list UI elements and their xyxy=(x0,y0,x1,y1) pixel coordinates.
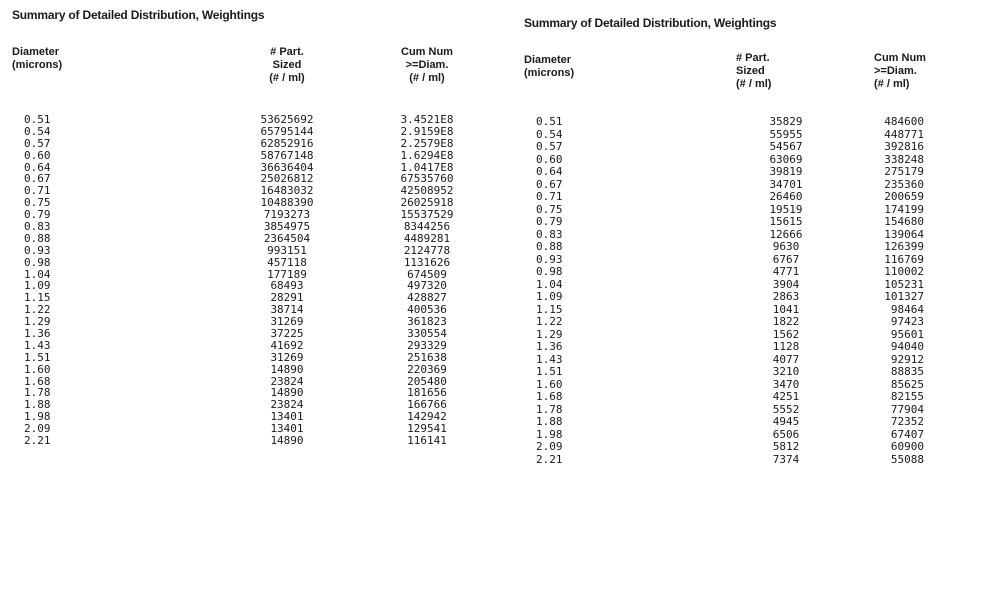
cumulative-number-cell: 293329 xyxy=(407,338,447,352)
cumulative-number-cell: 200659 xyxy=(884,190,924,203)
particles-sized-cell: 14890 xyxy=(270,386,304,400)
diameter-cell: 0.57 xyxy=(536,140,563,153)
particles-sized-cell: 39819 xyxy=(769,165,803,178)
table-row xyxy=(524,391,964,404)
table-row xyxy=(12,126,492,138)
distribution-table-left xyxy=(12,8,492,448)
diameter-cell: 1.68 xyxy=(536,390,563,403)
diameter-cell: 1.09 xyxy=(24,279,51,293)
diameter-cell: 1.78 xyxy=(536,402,563,416)
cumulative-number-cell: 98464 xyxy=(890,302,924,316)
diameter-cell: 1.43 xyxy=(24,338,51,352)
particles-sized-cell: 55955 xyxy=(769,127,803,141)
particles-sized-cell: 6506 xyxy=(772,427,800,441)
diameter-cell: 0.60 xyxy=(536,152,563,166)
diameter-cell: 1.22 xyxy=(536,315,563,328)
diameter-cell: 1.43 xyxy=(536,352,563,366)
cumulative-number-cell: 82155 xyxy=(890,390,924,403)
diameter-cell: 1.51 xyxy=(24,350,51,364)
cumulative-number-cell: 1.6294E8 xyxy=(400,148,454,162)
diameter-cell: 1.15 xyxy=(24,291,51,305)
diameter-cell: 1.98 xyxy=(24,410,51,424)
diameter-cell: 1.29 xyxy=(536,327,563,341)
cumulative-number-cell: 2124778 xyxy=(403,243,451,257)
particles-sized-cell: 54567 xyxy=(769,140,803,153)
table-row xyxy=(12,364,492,376)
diameter-cell: 0.98 xyxy=(24,255,51,269)
table-row xyxy=(12,233,492,245)
diameter-cell: 1.36 xyxy=(536,340,563,353)
diameter-cell: 2.09 xyxy=(536,440,563,453)
cumulative-number-cell: 330554 xyxy=(407,327,447,341)
particles-sized-cell: 4945 xyxy=(772,415,800,428)
particles-sized-cell: 5552 xyxy=(772,402,800,416)
table-row xyxy=(524,441,964,454)
particles-sized-cell: 13401 xyxy=(270,422,304,436)
cumulative-number-cell: 85625 xyxy=(890,377,924,391)
diameter-cell: 0.88 xyxy=(536,240,563,253)
cumulative-number-cell: 67407 xyxy=(890,427,924,441)
cumulative-number-cell: 400536 xyxy=(407,303,447,317)
header-particles-sized: # Part. Sized (# / ml) xyxy=(736,52,772,90)
diameter-cell: 0.67 xyxy=(24,172,51,186)
table-body xyxy=(12,114,492,447)
table-row xyxy=(524,216,964,229)
table-row xyxy=(524,341,964,354)
table-row xyxy=(524,191,964,204)
header-diameter: Diameter (microns) xyxy=(12,46,63,71)
diameter-cell: 1.78 xyxy=(24,386,51,400)
diameter-cell: 0.88 xyxy=(24,231,51,245)
particles-sized-cell: 14890 xyxy=(270,362,304,376)
cumulative-number-cell: 251638 xyxy=(407,350,447,364)
cumulative-number-cell: 101327 xyxy=(884,290,924,303)
header-cumulative-number: Cum Num >=Diam. (# / ml) xyxy=(874,52,926,90)
cumulative-number-cell: 220369 xyxy=(407,362,447,376)
diameter-cell: 0.64 xyxy=(536,165,563,178)
diameter-cell: 0.71 xyxy=(536,190,563,203)
diameter-cell: 0.93 xyxy=(536,252,563,266)
particles-sized-cell: 15615 xyxy=(769,215,803,228)
table-row xyxy=(524,291,964,304)
table-row xyxy=(12,138,492,150)
particles-sized-cell: 38714 xyxy=(270,303,304,317)
particles-sized-cell: 2364504 xyxy=(263,231,311,245)
diameter-cell: 0.51 xyxy=(24,113,51,126)
particles-sized-cell: 7193273 xyxy=(263,208,311,222)
cumulative-number-cell: 2.9159E8 xyxy=(400,124,454,138)
cumulative-number-cell: 1131626 xyxy=(403,255,451,269)
cumulative-number-cell: 26025918 xyxy=(400,196,454,210)
particles-sized-cell: 26460 xyxy=(769,190,803,203)
particles-sized-cell: 7374 xyxy=(772,452,800,466)
cumulative-number-cell: 97423 xyxy=(890,315,924,328)
table-row xyxy=(524,416,964,429)
cumulative-number-cell: 181656 xyxy=(407,386,447,400)
diameter-cell: 0.75 xyxy=(536,202,563,216)
cumulative-number-cell: 428827 xyxy=(407,291,447,305)
cumulative-number-cell: 235360 xyxy=(884,177,924,191)
table-row xyxy=(524,454,964,467)
diameter-cell: 0.98 xyxy=(536,265,563,278)
cumulative-number-cell: 94040 xyxy=(890,340,924,353)
cumulative-number-cell: 116769 xyxy=(884,252,924,266)
particles-sized-cell: 36636404 xyxy=(260,160,314,174)
cumulative-number-cell: 166766 xyxy=(407,398,447,412)
particles-sized-cell: 1822 xyxy=(772,315,800,328)
particles-sized-cell: 62852916 xyxy=(260,136,314,150)
table-row xyxy=(524,316,964,329)
particles-sized-cell: 23824 xyxy=(270,398,304,412)
header-particles-sized: # Part. Sized (# / ml) xyxy=(269,46,305,84)
diameter-cell: 1.68 xyxy=(24,374,51,388)
cumulative-number-cell: 67535760 xyxy=(400,172,454,186)
table-row xyxy=(12,352,492,364)
particles-sized-cell: 19519 xyxy=(769,202,803,216)
table-row xyxy=(12,150,492,162)
cumulative-number-cell: 3.4521E8 xyxy=(400,113,454,126)
particles-sized-cell: 10488390 xyxy=(260,196,314,210)
cumulative-number-cell: 154680 xyxy=(884,215,924,228)
particles-sized-cell: 28291 xyxy=(270,291,304,305)
particles-sized-cell: 9630 xyxy=(772,240,800,253)
table-row xyxy=(524,266,964,279)
table-row xyxy=(524,241,964,254)
particles-sized-cell: 41692 xyxy=(270,338,304,352)
distribution-table-right xyxy=(524,16,964,466)
cumulative-number-cell: 139064 xyxy=(884,227,924,241)
particles-sized-cell: 3854975 xyxy=(263,220,311,234)
cumulative-number-cell: 674509 xyxy=(407,267,447,281)
particles-sized-cell: 14890 xyxy=(270,434,304,448)
cumulative-number-cell: 129541 xyxy=(407,422,447,436)
particles-sized-cell: 1041 xyxy=(772,302,800,316)
diameter-cell: 0.57 xyxy=(24,136,51,150)
cumulative-number-cell: 392816 xyxy=(884,140,924,153)
diameter-cell: 1.36 xyxy=(24,327,51,341)
particles-sized-cell: 12666 xyxy=(769,227,803,241)
particles-sized-cell: 58767148 xyxy=(260,148,314,162)
diameter-cell: 1.09 xyxy=(536,290,563,303)
diameter-cell: 1.04 xyxy=(536,277,563,291)
table-row xyxy=(524,166,964,179)
table-row xyxy=(524,116,964,129)
particles-sized-cell: 37225 xyxy=(270,327,304,341)
particles-sized-cell: 6767 xyxy=(772,252,800,266)
table-row xyxy=(12,245,492,257)
particles-sized-cell: 3904 xyxy=(772,277,800,291)
table-row xyxy=(524,141,964,154)
diameter-cell: 0.71 xyxy=(24,184,51,198)
table-row xyxy=(524,366,964,379)
diameter-cell: 0.79 xyxy=(536,215,563,228)
table-row xyxy=(12,435,492,447)
diameter-cell: 0.67 xyxy=(536,177,563,191)
particles-sized-cell: 5812 xyxy=(772,440,800,453)
cumulative-number-cell: 275179 xyxy=(884,165,924,178)
particles-sized-cell: 4771 xyxy=(772,265,800,278)
table-title: Summary of Detailed Distribution, Weightings xyxy=(12,8,265,22)
cumulative-number-cell: 55088 xyxy=(890,452,924,466)
cumulative-number-cell: 1.0417E8 xyxy=(400,160,454,174)
diameter-cell: 1.60 xyxy=(536,377,563,391)
diameter-cell: 2.21 xyxy=(536,452,563,466)
cumulative-number-cell: 4489281 xyxy=(403,231,451,245)
cumulative-number-cell: 497320 xyxy=(407,279,447,293)
cumulative-number-cell: 338248 xyxy=(884,152,924,166)
cumulative-number-cell: 2.2579E8 xyxy=(400,136,454,150)
particles-sized-cell: 16483032 xyxy=(260,184,314,198)
particles-sized-cell: 993151 xyxy=(267,243,307,257)
particles-sized-cell: 31269 xyxy=(270,315,304,329)
diameter-cell: 0.79 xyxy=(24,208,51,222)
diameter-cell: 0.54 xyxy=(536,127,563,141)
diameter-cell: 0.83 xyxy=(24,220,51,234)
cumulative-number-cell: 110002 xyxy=(884,265,924,278)
table-body xyxy=(524,116,964,466)
diameter-cell: 1.98 xyxy=(536,427,563,441)
particles-sized-cell: 3470 xyxy=(772,377,800,391)
table-row xyxy=(12,257,492,269)
particles-sized-cell: 2863 xyxy=(772,290,800,303)
cumulative-number-cell: 126399 xyxy=(884,240,924,253)
particles-sized-cell: 3210 xyxy=(772,365,800,378)
diameter-cell: 1.04 xyxy=(24,267,51,281)
cumulative-number-cell: 77904 xyxy=(890,402,924,416)
particles-sized-cell: 63069 xyxy=(769,152,803,166)
cumulative-number-cell: 105231 xyxy=(884,277,924,291)
particles-sized-cell: 4251 xyxy=(772,390,800,403)
diameter-cell: 0.93 xyxy=(24,243,51,257)
cumulative-number-cell: 95601 xyxy=(890,327,924,341)
particles-sized-cell: 25026812 xyxy=(260,172,314,186)
cumulative-number-cell: 88835 xyxy=(890,365,924,378)
diameter-cell: 1.60 xyxy=(24,362,51,376)
particles-sized-cell: 31269 xyxy=(270,350,304,364)
cumulative-number-cell: 174199 xyxy=(884,202,924,216)
particles-sized-cell: 1562 xyxy=(772,327,800,341)
cumulative-number-cell: 15537529 xyxy=(400,208,454,222)
particles-sized-cell: 23824 xyxy=(270,374,304,388)
diameter-cell: 0.64 xyxy=(24,160,51,174)
diameter-cell: 2.09 xyxy=(24,422,51,436)
cumulative-number-cell: 8344256 xyxy=(403,220,451,234)
diameter-cell: 1.22 xyxy=(24,303,51,317)
particles-sized-cell: 34701 xyxy=(769,177,803,191)
particles-sized-cell: 65795144 xyxy=(260,124,314,138)
diameter-cell: 1.29 xyxy=(24,315,51,329)
table-title: Summary of Detailed Distribution, Weightings xyxy=(524,16,777,30)
diameter-cell: 0.51 xyxy=(536,115,563,128)
cumulative-number-cell: 116141 xyxy=(407,434,447,448)
diameter-cell: 1.88 xyxy=(24,398,51,412)
particles-sized-cell: 53625692 xyxy=(260,113,314,126)
diameter-cell: 2.21 xyxy=(24,434,51,448)
diameter-cell: 1.51 xyxy=(536,365,563,378)
particles-sized-cell: 35829 xyxy=(769,115,803,128)
header-cumulative-number: Cum Num >=Diam. (# / ml) xyxy=(401,46,453,84)
cumulative-number-cell: 142942 xyxy=(407,410,447,424)
header-diameter: Diameter (microns) xyxy=(524,54,575,79)
cumulative-number-cell: 361823 xyxy=(407,315,447,329)
diameter-cell: 1.15 xyxy=(536,302,563,316)
cumulative-number-cell: 60900 xyxy=(890,440,924,453)
particles-sized-cell: 68493 xyxy=(270,279,304,293)
cumulative-number-cell: 72352 xyxy=(890,415,924,428)
cumulative-number-cell: 92912 xyxy=(890,352,924,366)
particles-sized-cell: 1128 xyxy=(772,340,800,353)
diameter-cell: 0.60 xyxy=(24,148,51,162)
diameter-cell: 1.88 xyxy=(536,415,563,428)
particles-sized-cell: 177189 xyxy=(267,267,307,281)
cumulative-number-cell: 448771 xyxy=(884,127,924,141)
cumulative-number-cell: 205480 xyxy=(407,374,447,388)
diameter-cell: 0.75 xyxy=(24,196,51,210)
particles-sized-cell: 4077 xyxy=(772,352,800,366)
diameter-cell: 0.54 xyxy=(24,124,51,138)
particles-sized-cell: 457118 xyxy=(267,255,307,269)
diameter-cell: 0.83 xyxy=(536,227,563,241)
particles-sized-cell: 13401 xyxy=(270,410,304,424)
cumulative-number-cell: 484600 xyxy=(884,115,924,128)
cumulative-number-cell: 42508952 xyxy=(400,184,454,198)
